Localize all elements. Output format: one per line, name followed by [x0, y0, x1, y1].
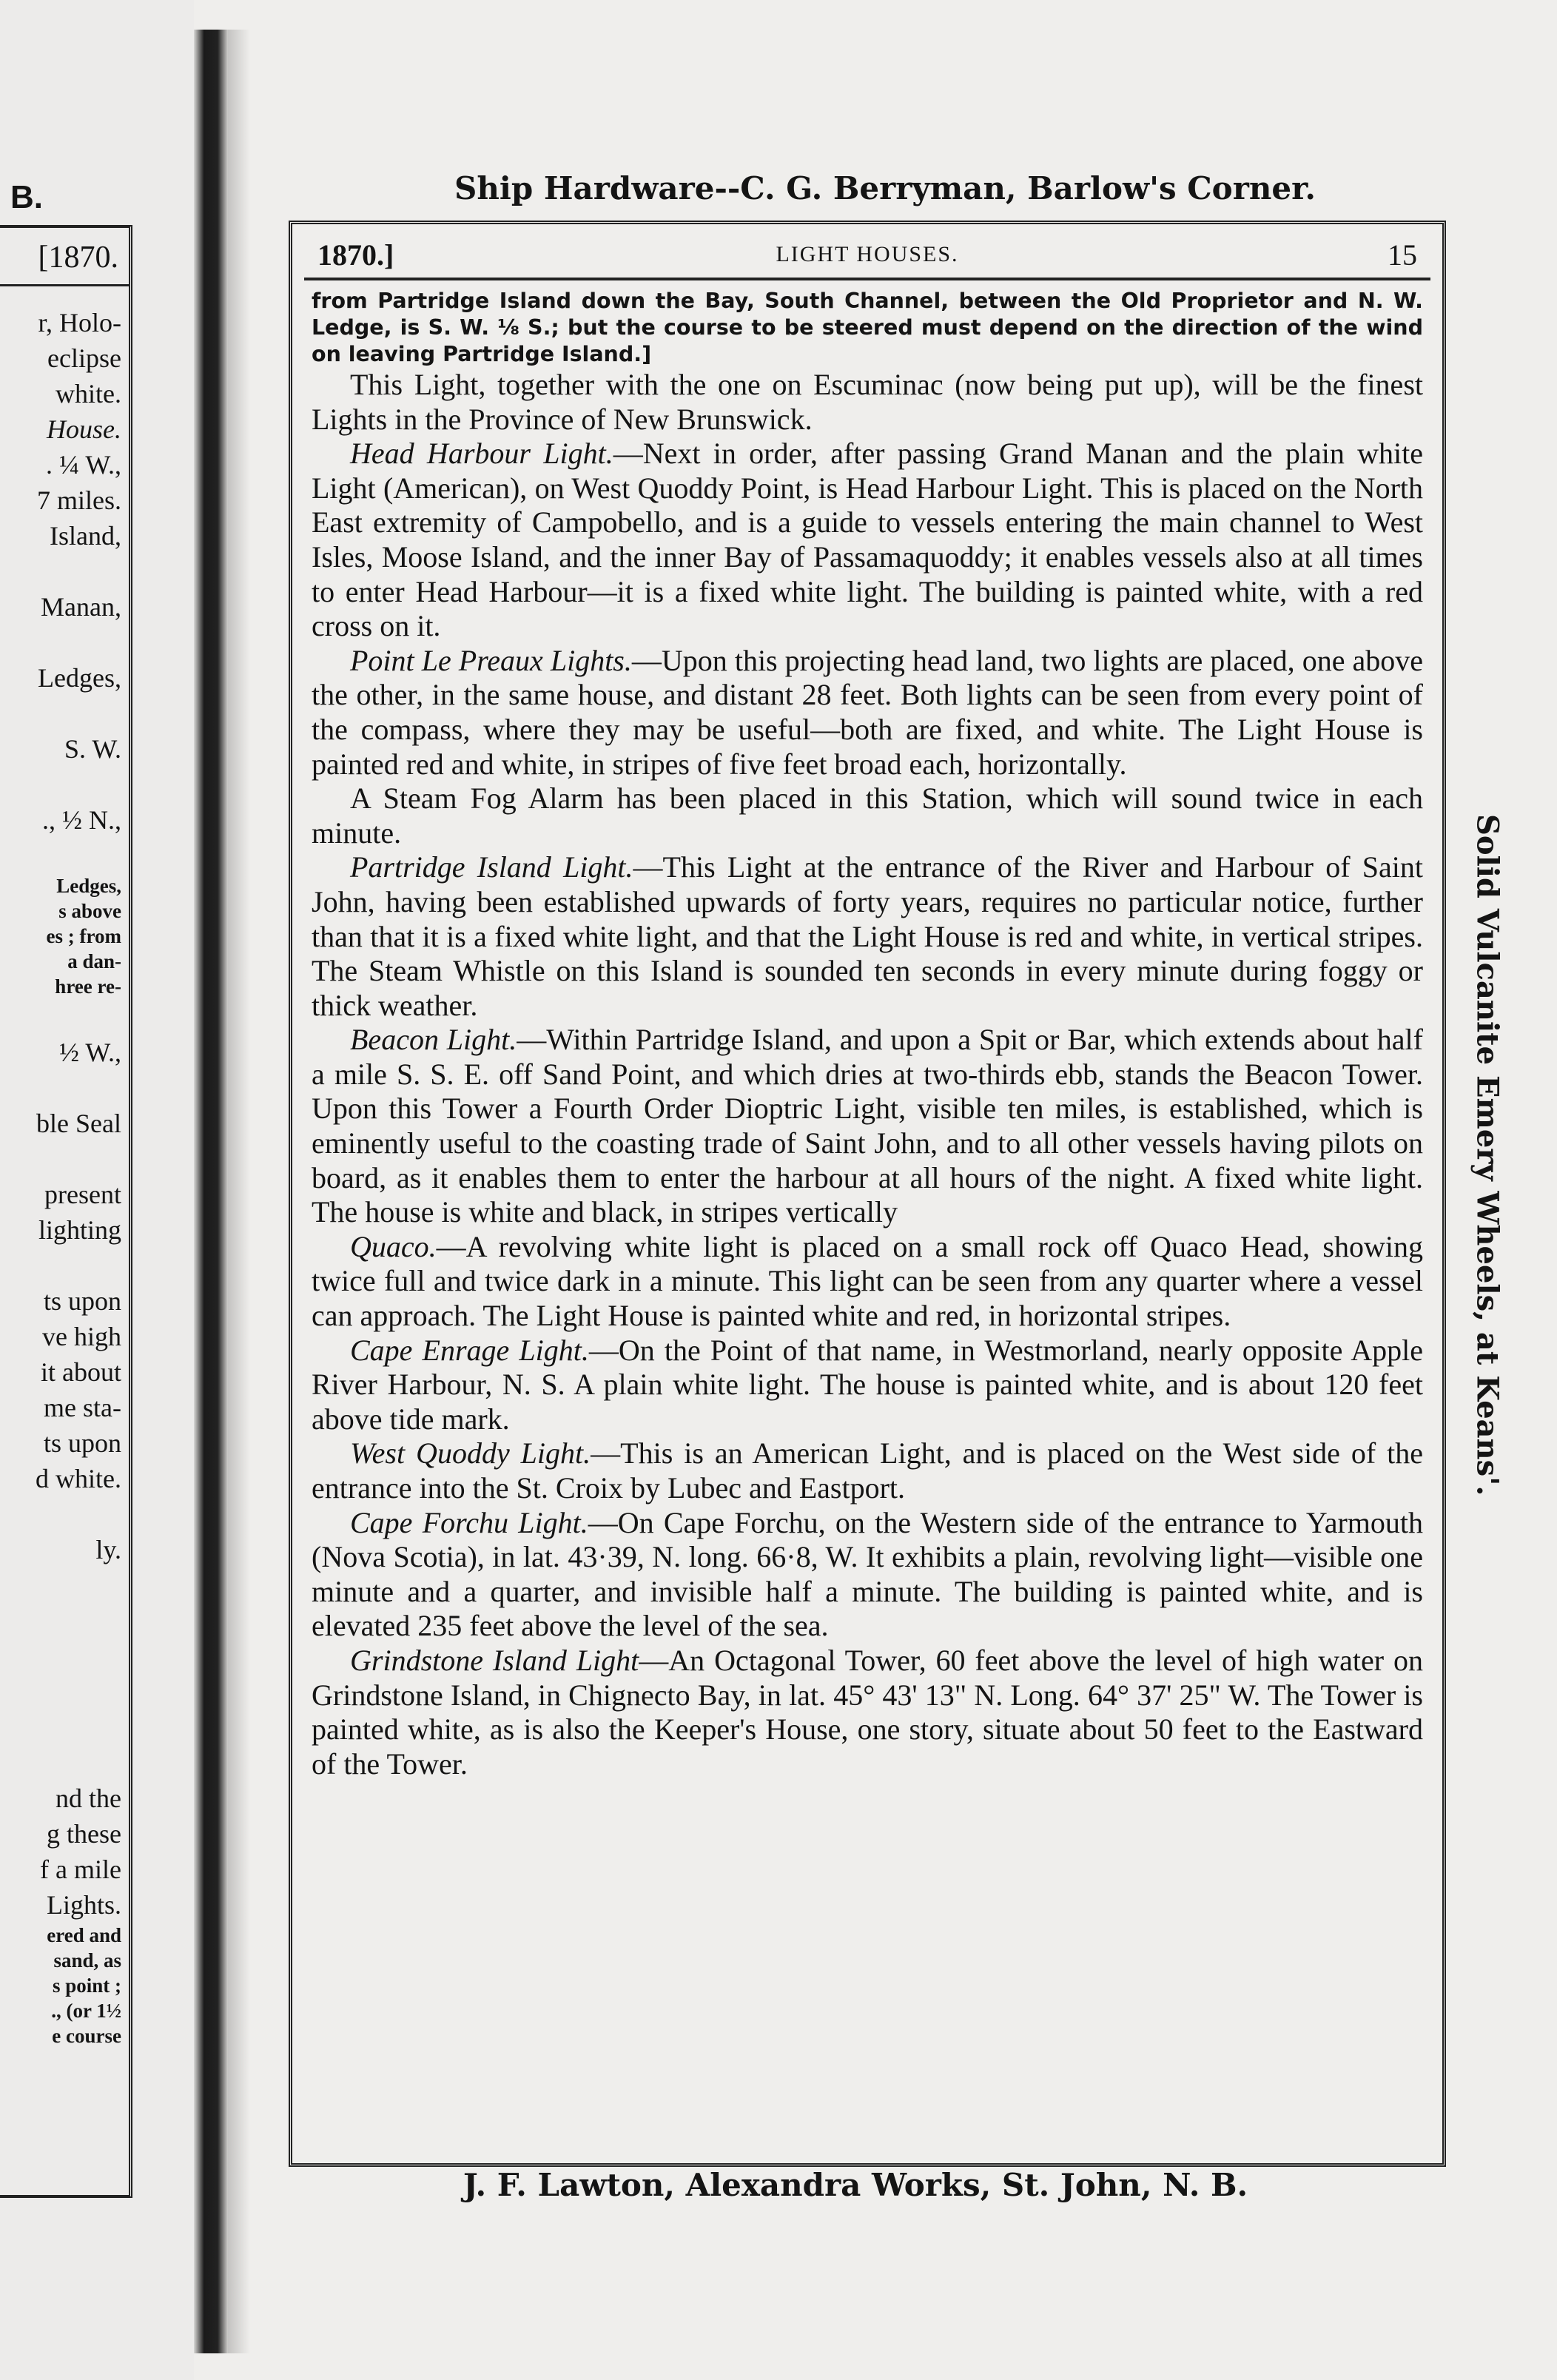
light-heading: Cape Forchu Light.: [350, 1505, 588, 1539]
left-page-rule: [0, 284, 129, 286]
left-page-line: nd the: [56, 1784, 121, 1813]
paragraph-text: —This is an American Light, and is placed on the West side of the entrance into the St. Croix by Lubec and Eastport.: [312, 1436, 1423, 1505]
paragraph-text: —An Octagonal Tower, 60 feet above the level of high water on Grindstone Island, in Chignecto Bay, in lat. 45° 43' 13" N. Long. 64° 37' 25" W. The Tower is painted white, as is also the Keeper's House, one story, situate about 50 feet to the Eastward of the Tower.: [312, 1643, 1423, 1781]
paragraph: [312, 850, 1423, 1023]
continued-note: from Partridge Island down the Bay, South Channel, between the Old Proprietor and N. W. Ledge, is S. W. ⅛ S.; but the course to be steered must depend on the direction of the wind on leaving Partridge Island.]: [312, 289, 1423, 366]
page-frame: [289, 221, 1446, 2167]
left-page-line: ly.: [95, 1535, 121, 1564]
gutter-shadow: [228, 30, 250, 2353]
left-page-line: eclipse: [47, 343, 121, 373]
left-page-line: [36, 1638, 121, 1674]
paragraph: [312, 1644, 1423, 1781]
paragraph-text: —This Light at the entrance of the River and Harbour of Saint John, having been established upwards of forty years, requires no particular notice, further than that it is a fixed white light, and that the Light House is red and white, in vertical stripes. The Steam Whistle on this Island is sounded ten seconds in every minute during foggy or thick weather.: [312, 850, 1423, 1022]
light-heading: Partridge Island Light.: [350, 850, 633, 884]
paragraph: [312, 781, 1423, 850]
left-page-line: ered and: [47, 1924, 121, 1946]
left-page-line: e course: [52, 2025, 121, 2047]
left-page-line: s point ;: [52, 1974, 121, 1997]
left-page-line: [36, 625, 121, 660]
paragraph: [312, 1023, 1423, 1230]
left-page-line: 7 miles.: [37, 485, 121, 515]
left-page-line: [36, 1496, 121, 1532]
left-page-line: ts upon: [43, 1428, 121, 1458]
left-page-line: ve high: [42, 1322, 121, 1351]
light-heading: Point Le Preaux Lights.: [350, 643, 632, 677]
left-page-line: ble Seal: [36, 1109, 121, 1138]
left-page-line: present: [44, 1180, 121, 1209]
left-page-line: it about: [41, 1357, 121, 1387]
light-heading: West Quoddy Light.: [350, 1436, 591, 1470]
paragraph: [312, 1506, 1423, 1644]
paragraph-text: —On Cape Forchu, on the Western side of the entrance to Yarmouth (Nova Scotia), in lat. 43·39, N. long. 66·8, W. It exhibits a plain, revolving light—visible one minute and a quarter, and invisible half a minute. The building is painted white, and is elevated 235 feet above the level of the sea.: [312, 1505, 1423, 1643]
left-page-line: [36, 838, 121, 873]
left-page-line: [36, 1710, 121, 1745]
left-page-line: hree re-: [55, 975, 121, 998]
paragraph-text: —Within Partridge Island, and upon a Spit or Bar, which extends about half a mile S. S. E. off Sand Point, and which dries at two-thirds ebb, stands the Beacon Tower. Upon this Tower a Fourth Order Dioptric Light, visible ten miles, is established, which is eminently useful to the coasting trade of Saint John, and to all other vessels having pilots on board, as it enables them to enter the harbour at all hours of the night. A fixed white light. The house is white and black, in stripes vertically: [312, 1023, 1423, 1229]
article-body: [304, 280, 1430, 1781]
left-page-line: [36, 1567, 121, 1603]
left-page-line: [36, 1070, 121, 1106]
left-page-line: House.: [47, 414, 121, 444]
bottom-advert-banner: J. F. Lawton, Alexandra Works, St. John, N. B.: [463, 2167, 1248, 2203]
left-page-line: d white.: [36, 1464, 121, 1493]
left-page-line: S. W.: [64, 734, 121, 764]
paragraph-list: [312, 368, 1423, 1781]
left-page-line: [36, 1141, 121, 1177]
left-page-line: [36, 696, 121, 731]
left-page-line: [36, 999, 121, 1035]
light-heading: Beacon Light.: [350, 1023, 517, 1057]
left-page-line: [36, 1603, 121, 1638]
left-page-line: . ¼ W.,: [45, 450, 121, 480]
left-page-frame: [0, 225, 132, 2198]
left-page-line: ., (or 1½: [51, 2000, 121, 2022]
left-page-line: f a mile: [40, 1855, 121, 1884]
paragraph: [312, 437, 1423, 644]
left-page-text: [36, 305, 121, 2048]
book-gutter: [194, 30, 228, 2353]
paragraph-text: —Upon this projecting head land, two lights are placed, one above the other, in the same house, and distant 28 feet. Both lights can be seen from every point of the compass, where they may be useful—both are fixed, and white. The Light House is painted red and white, in stripes of five feet broad each, horizontally.: [312, 643, 1424, 781]
left-page-line: [36, 1248, 121, 1283]
left-page-line: ts upon: [43, 1286, 121, 1316]
right-page: [250, 0, 1557, 2380]
left-page-line: Ledges,: [56, 875, 121, 897]
left-page-year: [1870.: [38, 241, 118, 275]
paragraph: [312, 368, 1423, 437]
left-page-line: r, Holo-: [38, 308, 121, 337]
light-heading: Quaco.: [350, 1229, 437, 1263]
left-page-header: B.: [10, 179, 43, 215]
running-head-year: 1870.]: [317, 238, 394, 272]
left-page-line: [36, 554, 121, 589]
left-page-line: Ledges,: [38, 663, 121, 693]
left-page-line: lighting: [38, 1215, 121, 1245]
left-page-line: Manan,: [41, 592, 121, 622]
light-heading: Cape Enrage Light.: [350, 1333, 589, 1367]
left-page-line: white.: [56, 379, 121, 409]
left-page-line: g these: [47, 1819, 121, 1849]
left-page-line: a dan-: [67, 950, 121, 972]
left-page-line: [36, 1674, 121, 1710]
side-advert: [1458, 814, 1517, 1643]
page-number: 15: [1388, 238, 1417, 272]
left-page-line: [36, 767, 121, 802]
paragraph: [312, 644, 1423, 781]
left-page-line: es ; from: [46, 925, 121, 947]
paragraph-text: —Next in order, after passing Grand Manan and the plain white Light (American), on West Quoddy Point, is Head Harbour Light. This is placed on the North East extremity of Campobello, and is a guide to vessels entering the main channel to West Isles, Moose Island, and the inner Bay of Passamaquoddy; it enables vessels also at all times to enter Head Harbour—it is a fixed white light. The building is painted white, with a red cross on it.: [312, 437, 1423, 643]
left-page: [0, 0, 194, 2380]
paragraph-text: —On the Point of that name, in Westmorland, nearly opposite Apple River Harbour, N. S. A plain white light. The house is painted white, and is about 120 feet above tide mark.: [312, 1333, 1423, 1436]
left-page-line: s above: [58, 900, 121, 922]
left-page-line: sand, as: [53, 1949, 121, 1971]
paragraph: [312, 1334, 1423, 1437]
paragraph: [312, 1230, 1423, 1334]
running-head: [304, 224, 1430, 280]
left-page-line: Island,: [50, 521, 121, 551]
light-heading: Grindstone Island Light: [350, 1643, 639, 1677]
left-page-line: ., ½ N.,: [42, 805, 121, 835]
left-page-line: ½ W.,: [58, 1038, 121, 1067]
left-page-line: [36, 1745, 121, 1781]
top-advert-banner: Ship Hardware--C. G. Berryman, Barlow's Corner.: [454, 170, 1316, 206]
paragraph-text: This Light, together with the one on Escuminac (now being put up), will be the finest Lights in the Province of New Brunswick.: [312, 368, 1423, 436]
side-advert-text: Solid Vulcanite Emery Wheels, at Keans'.: [1470, 814, 1505, 1496]
left-page-line: Lights.: [46, 1890, 121, 1920]
light-heading: Head Harbour Light.: [350, 437, 613, 471]
paragraph-text: —A revolving white light is placed on a small rock off Quaco Head, showing twice full and twice dark in a minute. This light can be seen from any quarter where a vessel can approach. The Light House is painted white and red, in horizontal stripes.: [312, 1229, 1423, 1333]
running-head-title: LIGHT HOUSES.: [776, 242, 959, 266]
paragraph: [312, 1436, 1423, 1505]
paragraph-text: A Steam Fog Alarm has been placed in this Station, which will sound twice in each minute.: [312, 781, 1423, 850]
left-page-line: me sta-: [44, 1393, 121, 1422]
